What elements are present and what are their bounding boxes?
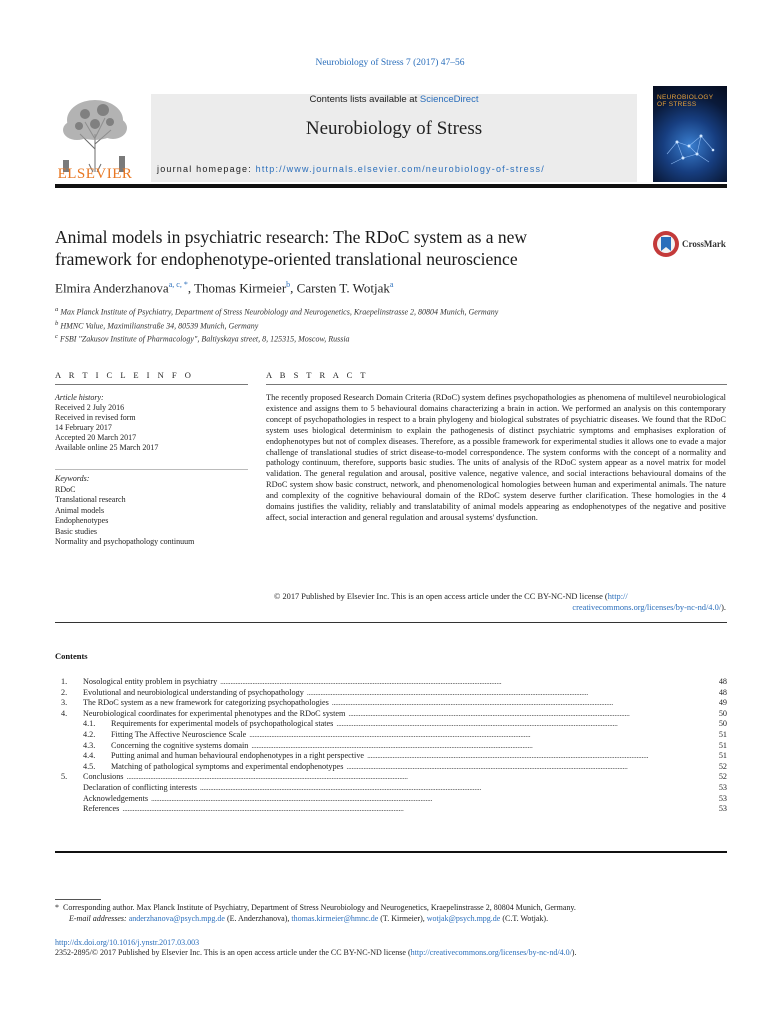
author-name: Thomas Kirmeier — [194, 280, 287, 296]
keyword-item: RDoC — [55, 484, 76, 494]
toc-leader-dots — [346, 762, 708, 773]
affiliation-mark: c — [55, 333, 58, 341]
issn-license-link[interactable]: http://creativecommons.org/licenses/by-nc-nd/4.0/ — [410, 948, 572, 957]
article-info-label: A R T I C L E I N F O — [55, 370, 194, 380]
contents-available-line — [151, 94, 637, 105]
affiliation-text: FSBI "Zakusov Institute of Pharmacology", Baltiyskaya street, 8, 125315, Moscow, Russia — [59, 334, 350, 344]
toc-leader-dots — [251, 741, 708, 752]
toc-title: Declaration of conflicting interests — [83, 782, 197, 792]
author-separator: , — [290, 280, 297, 296]
keywords — [55, 474, 265, 548]
email-owner: (E. Anderzhanova), — [224, 913, 292, 923]
copyright-text: © 2017 Published by Elsevier Inc. This is an open access article under the CC BY-NC-ND license ( — [274, 592, 608, 601]
toc-number: 4.1. — [83, 719, 96, 729]
contents-heading: Contents — [55, 651, 88, 661]
keyword-item: Animal models — [55, 505, 105, 515]
toc-item[interactable] — [55, 709, 727, 720]
toc-number: 2. — [61, 687, 68, 697]
article-history — [55, 393, 255, 453]
contents-available-prefix: Contents lists available at — [309, 94, 420, 105]
toc-leader-dots — [127, 772, 709, 783]
toc-title: Putting animal and human behavioural endophenotypes in a right perspective — [111, 751, 365, 761]
toc-item[interactable] — [55, 677, 727, 688]
email-link-kirmeier[interactable]: thomas.kirmeier@hmnc.de — [291, 913, 379, 923]
homepage-label: journal homepage: — [157, 164, 256, 174]
affiliation-text: HMNC Value, Maximilianstraße 34, 80539 Munich, Germany — [60, 321, 259, 331]
issn-line — [55, 948, 576, 957]
toc-item[interactable] — [55, 794, 727, 805]
license-link-part-1[interactable]: http:// — [607, 592, 628, 601]
toc-item[interactable] — [55, 762, 727, 773]
toc-leader-dots — [249, 730, 708, 741]
article-history-heading: Article history: — [55, 393, 104, 402]
journal-title: Neurobiology of Stress — [305, 118, 483, 139]
toc-number: 3. — [61, 698, 68, 708]
abstract-copyright — [266, 592, 726, 614]
toc-leader-dots — [220, 677, 708, 688]
contents-bottom-rule — [55, 851, 727, 853]
author-separator: , — [187, 280, 195, 296]
toc-page: 51 — [718, 729, 727, 739]
toc-leader-dots — [122, 804, 708, 815]
article-title-line-1: Animal models in psychiatric research: The RDoC system as a new — [55, 227, 528, 247]
affiliation-mark: a — [55, 306, 59, 313]
toc-title: The RDoC system as a new framework for categorizing psychopathologies — [83, 698, 329, 708]
crossmark-label: CrossMark — [682, 239, 726, 249]
journal-cover-image — [653, 86, 727, 182]
toc-number: 4.4. — [83, 751, 96, 761]
abstract-label: A B S T R A C T — [266, 370, 369, 380]
toc-page: 50 — [718, 719, 727, 729]
keyword-item: Basic studies — [55, 526, 97, 536]
doi-link[interactable]: http://dx.doi.org/10.1016/j.ynstr.2017.03.003 — [55, 938, 200, 947]
toc-item[interactable] — [55, 730, 727, 741]
toc-title: Fitting The Affective Neuroscience Scale — [111, 729, 247, 739]
toc-item[interactable] — [55, 719, 727, 730]
corresponding-author-footnote — [55, 903, 727, 924]
email-label: E-mail addresses: — [69, 913, 127, 923]
toc-page: 50 — [718, 708, 727, 718]
footnote-corresponding — [55, 903, 727, 914]
toc-number: 4.2. — [83, 729, 96, 739]
journal-citation[interactable]: Neurobiology of Stress 7 (2017) 47–56 — [315, 58, 465, 68]
crossmark-icon — [652, 228, 680, 260]
email-owner: (T. Kirmeier), — [378, 913, 427, 923]
toc-number: 1. — [61, 677, 68, 686]
issn-close: ). — [571, 948, 577, 957]
article-title-line-2: framework for endophenotype-oriented translational neuroscience — [55, 249, 518, 269]
author-name: Elmira Anderzhanova — [55, 280, 169, 296]
history-item: Available online 25 March 2017 — [55, 443, 159, 452]
toc-page: 51 — [718, 740, 727, 750]
journal-header — [55, 86, 727, 186]
toc-leader-dots — [332, 698, 708, 709]
email-link-anderzhanova[interactable]: anderzhanova@psych.mpg.de — [128, 913, 225, 923]
toc-page: 53 — [718, 804, 727, 814]
toc-leader-dots — [200, 783, 708, 794]
history-item: Accepted 20 March 2017 — [55, 433, 137, 442]
toc-item[interactable] — [55, 804, 727, 815]
toc-page: 52 — [718, 772, 727, 782]
affiliation-mark: b — [55, 319, 59, 327]
footnote-corresponding-text: Corresponding author. Max Planck Institute of Psychiatry, Department of Stress Neurobiology and Neurogenetics, Kraepelinstrasse 2, 80804 Munich, Germany. — [63, 903, 576, 912]
history-divider — [55, 469, 248, 470]
toc-title: Evolutional and neurobiological understanding of psychopathology — [83, 687, 304, 697]
affiliation-item — [55, 304, 498, 318]
license-link-part-2[interactable]: creativecommons.org/licenses/by-nc-nd/4.0/ — [572, 602, 722, 612]
affiliations — [55, 304, 498, 345]
toc-item[interactable] — [55, 751, 727, 762]
toc-title: Requirements for experimental models of psychopathological states — [111, 719, 334, 729]
toc-title: Concerning the cognitive systems domain — [111, 740, 249, 750]
footnote-emails — [55, 914, 727, 925]
article-info-rule — [55, 384, 248, 385]
author-affil-mark[interactable]: a, c, * — [168, 280, 188, 289]
toc-leader-dots — [151, 794, 708, 805]
author-affil-mark[interactable]: b — [286, 280, 291, 289]
history-item: Received in revised form — [55, 413, 136, 422]
toc-item[interactable] — [55, 783, 727, 794]
abstract-bottom-rule — [55, 622, 727, 623]
toc-title: Nosological entity problem in psychiatry — [83, 677, 218, 686]
email-link-wotjak[interactable]: wotjak@psych.mpg.de — [426, 913, 501, 923]
sciencedirect-link[interactable]: ScienceDirect — [419, 94, 479, 105]
journal-homepage-line — [157, 164, 545, 174]
toc-page: 53 — [718, 782, 727, 792]
issn-text: 2352-2895/© 2017 Published by Elsevier Inc. This is an open access article under the CC BY-NC-ND license ( — [55, 948, 411, 957]
header-rule — [55, 184, 727, 188]
publisher-wordmark: ELSEVIER — [57, 166, 133, 182]
toc-number: 4. — [61, 708, 68, 718]
history-item: Received 2 July 2016 — [55, 403, 125, 412]
toc-item[interactable] — [55, 741, 727, 752]
keywords-heading: Keywords: — [55, 474, 90, 483]
toc-title: Conclusions — [83, 772, 124, 782]
toc-leader-dots — [307, 688, 708, 699]
abstract-text: The recently proposed Research Domain Criteria (RDoC) system defines psychopathologies as phenomena of multilevel neurobiological existence and assigns them to 5 behavioural domains characterizing a brain in action. We performed an analysis on this contemporary concept of psychopathologies in respect to a brain phylogeny and biological substrates of psychiatric diseases. We found that the RDoC system uses biological determinism to explain the pathogenesis of distinct psychiatric symptoms and emphasises exploration of endophenotypes but not of complex diseases. Therefore, as a possible framework for experimental studies it allows one to evade a major challenge of translational studies of strict disease-to-model correspondence. The system conforms with the concept of a normality and pathology continuum, therefore, supports basic studies. The units of analysis of the RDoC system appear as a novel matrix for model validation. The general regulation and arousal, positive valence, negative valence, and social interactions behavioural domains of the RDoC system show basic construct, network, and phenomenological homologies between human and experimental animals. The nature and complexity of the cognitive behavioural domain of the RDoC system deserve further clarification. These homologies in the 4 domains justifies the validity, reliably and translatability of animal models appearing as endophenotypes of the negative and positive affect, social interaction and general regulation and arousal systems' dysfunction. — [266, 393, 726, 522]
toc-page: 52 — [718, 761, 727, 771]
article-title — [55, 226, 635, 270]
crossmark-badge[interactable] — [652, 228, 728, 260]
homepage-link[interactable]: http://www.journals.elsevier.com/neurobiology-of-stress/ — [255, 164, 545, 174]
affiliation-text: Max Planck Institute of Psychiatry, Department of Stress Neurobiology and Neurogenetics, Kraepelinstrasse 2, 80804 Munich, Germany — [60, 307, 499, 317]
abstract-rule — [266, 384, 727, 385]
affiliation-item — [55, 331, 498, 345]
keyword-item: Normality and psychopathology continuum — [55, 537, 195, 546]
toc-number: 4.3. — [83, 740, 96, 750]
email-owner: (C.T. Wotjak). — [500, 913, 549, 923]
cover-title: NEUROBIOLOGY OF STRESS — [657, 94, 714, 109]
toc-page: 49 — [718, 698, 727, 708]
toc-leader-dots — [367, 751, 708, 762]
toc-item[interactable] — [55, 688, 727, 699]
toc-item[interactable] — [55, 698, 727, 709]
toc-page: 48 — [718, 687, 727, 697]
toc-title: Acknowledgements — [83, 793, 149, 803]
keyword-item: Endophenotypes — [55, 516, 109, 525]
toc-number: 4.5. — [83, 761, 96, 771]
toc-leader-dots — [348, 709, 708, 720]
author-list — [55, 280, 393, 296]
author-affil-mark[interactable]: a — [389, 280, 394, 289]
toc-leader-dots — [336, 719, 708, 730]
footnote-rule — [55, 899, 101, 900]
toc-number: 5. — [61, 772, 68, 782]
author-name: Carsten T. Wotjak — [296, 280, 390, 296]
brain-network-icon — [663, 124, 717, 168]
toc-item[interactable] — [55, 772, 727, 783]
license-close: ). — [721, 602, 726, 612]
toc-title: References — [83, 804, 120, 814]
toc-page: 53 — [718, 793, 727, 803]
toc-title: Neurobiological coordinates for experimental phenotypes and the RDoC system — [83, 708, 346, 718]
toc-title: Matching of pathological symptoms and experimental endophenotypes — [111, 761, 344, 771]
keyword-item: Translational research — [55, 495, 126, 504]
history-item: 14 February 2017 — [55, 423, 112, 432]
footnote-mark: * — [55, 903, 59, 912]
affiliation-item — [55, 318, 498, 332]
table-of-contents — [55, 677, 727, 815]
toc-page: 51 — [718, 751, 727, 761]
toc-page: 48 — [718, 677, 727, 686]
